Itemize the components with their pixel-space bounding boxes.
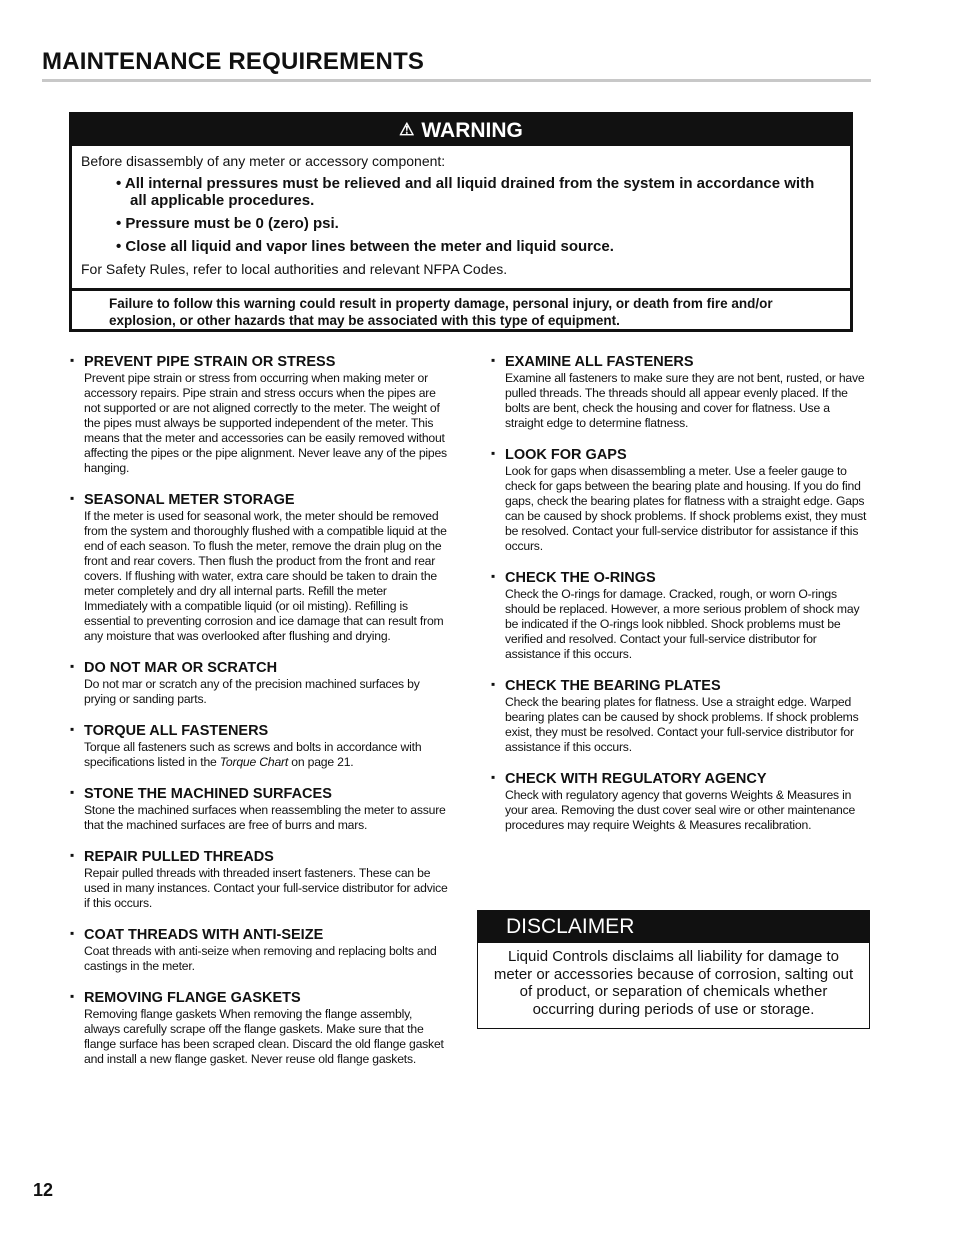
disclaimer-box — [477, 910, 870, 1029]
warning-bullet-list — [81, 175, 850, 255]
warning-header — [72, 115, 850, 146]
item-heading: SEASONAL METER STORAGE — [84, 492, 295, 508]
bullet-icon: ▪ — [491, 446, 496, 460]
maintenance-item — [70, 848, 450, 911]
warning-bullet: • All internal pressures must be relieved and all liquid drained from the system in accordance with all applicable procedures. — [116, 175, 815, 209]
item-text: If the meter is used for seasonal work, the meter should be removed from the system and thoroughly flushed with a compatible liquid at the end of each season. To flush the meter, remove the drain plug on the front and rear covers. Then flush the product from the front and rear covers. If flushing with water, extra care should be taken to drain the meter completely and dry all internal parts. Refill the meter Immediately with a compatible liquid (or oil misting). Refilling is essential to preventing corrosion and ice damage that can result from any moisture that was overlooked after flushing and drying. — [84, 509, 447, 643]
item-text: Check the bearing plates for flatness. Use a straight edge. Warped bearing plates can be caused by shock problems. If shock problems exist, they must be resolved. Contact your full-service distributor for assistance if this occurs. — [505, 695, 859, 754]
item-heading: CHECK THE O-RINGS — [505, 570, 656, 586]
left-column — [70, 353, 450, 1082]
bullet-icon: ▪ — [491, 770, 496, 784]
warning-footer: For Safety Rules, refer to local authorities and relevant NFPA Codes. — [81, 261, 508, 277]
item-text-part: Torque all fasteners such as screws and bolts in accordance with specifications listed in the — [84, 740, 422, 769]
item-text: Coat threads with anti-seize when removing and replacing bolts and castings in the meter. — [84, 944, 437, 973]
maintenance-item — [70, 989, 450, 1067]
item-text: Look for gaps when disassembling a meter. Use a feeler gauge to check for gaps between the bearing plate and housing. If you do find gaps, check the bearing plates for flatness with a straight edge. Gaps can be caused by shock problems. If shock problems exist, they must be resolved. Contact your full-service distributor for assistance if this occurs. — [505, 464, 867, 553]
warning-intro: Before disassembly of any meter or accessory component: — [81, 153, 446, 169]
item-heading: CHECK THE BEARING PLATES — [505, 678, 721, 694]
warning-title: WARNING — [421, 118, 523, 142]
bullet-icon: ▪ — [70, 785, 75, 799]
bullet-icon: ▪ — [70, 722, 75, 736]
item-heading: REPAIR PULLED THREADS — [84, 849, 274, 865]
item-heading: COAT THREADS WITH ANTI-SEIZE — [84, 927, 324, 943]
item-text-part: on page 21. — [288, 755, 354, 769]
disclaimer-text: Liquid Controls disclaims all liability for damage to meter or accessories because of corrosion, salting out of product, or separation of chemicals whether occurring during periods of use or storage. — [493, 948, 854, 1018]
item-text: Check with regulatory agency that governs Weights & Measures in your area. Removing the dust cover seal wire or other maintenance procedures may require Weights & Measures recalibration. — [505, 788, 856, 832]
maintenance-item — [491, 353, 871, 431]
bullet-icon: ▪ — [491, 353, 496, 367]
warning-box — [69, 112, 853, 332]
bullet-icon: ▪ — [70, 989, 75, 1003]
disclaimer-title: DISCLAIMER — [478, 911, 869, 943]
maintenance-item — [70, 926, 450, 974]
maintenance-item — [70, 785, 450, 833]
maintenance-item — [491, 770, 871, 833]
item-text — [84, 740, 450, 770]
item-text: Removing flange gaskets When removing the flange assembly, always carefully scrape off the flange gaskets. Make sure that the flange surface has been scraped clean. Discard the old flange gasket and install a new flange gasket. Never reuse old flange gaskets. — [84, 1007, 444, 1066]
maintenance-item — [491, 677, 871, 755]
warning-triangle-icon: ⚠ — [399, 119, 415, 139]
maintenance-item — [491, 569, 871, 662]
bullet-icon: ▪ — [491, 569, 496, 583]
item-heading: CHECK WITH REGULATORY AGENCY — [505, 771, 767, 787]
bullet-icon: ▪ — [491, 677, 496, 691]
maintenance-item — [491, 446, 871, 554]
item-text: Check the O-rings for damage. Cracked, rough, or worn O-rings should be replaced. However, a more serious problem of shock may be indicated if the O-rings look nibbled. Shock problems must be verified and resolved. Contact your full-service distributor for assistance if this occurs. — [505, 587, 860, 661]
item-text: Repair pulled threads with threaded insert fasteners. These can be used in many instances. Contact your full-service distributor for advice if this occurs. — [84, 866, 448, 910]
item-heading: LOOK FOR GAPS — [505, 447, 627, 463]
maintenance-item — [70, 722, 450, 770]
item-heading: DO NOT MAR OR SCRATCH — [84, 660, 278, 676]
torque-chart-reference: Torque Chart — [219, 755, 289, 769]
warning-bullet: • Close all liquid and vapor lines between the meter and liquid source. — [116, 238, 614, 255]
bullet-icon: ▪ — [70, 353, 75, 367]
item-heading: REMOVING FLANGE GASKETS — [84, 990, 301, 1006]
item-text: Prevent pipe strain or stress from occurring when making meter or accessory repairs. Pipe strain and stress occurs when the pipes are not supported or are not aligned correctly to the meter. The weight of the pipes must always be supported independent of the meter. This means that the meter and accessories can be easily removed without affecting the pipes or the pipe alignment. Never leave any of the pipes hanging. — [84, 371, 447, 475]
bullet-icon: ▪ — [70, 491, 75, 505]
item-text: Examine all fasteners to make sure they are not bent, rusted, or have pulled threads. The threads should all appear evenly placed. If the bolts are bent, check the housing and cover for flatness. Use a straight edge to determine flatness. — [505, 371, 865, 430]
warning-body — [72, 146, 850, 277]
item-text: Do not mar or scratch any of the precision machined surfaces by prying or sanding parts. — [84, 677, 420, 706]
page-number: 12 — [33, 1180, 54, 1200]
bullet-icon: ▪ — [70, 659, 75, 673]
right-column — [491, 353, 871, 848]
warning-note: Failure to follow this warning could result in property damage, personal injury, or death from fire and/or explosion, or other hazards that may be associated with this type of equipment. — [72, 288, 850, 329]
bullet-icon: ▪ — [70, 848, 75, 862]
title-rule — [42, 79, 871, 82]
maintenance-item — [70, 659, 450, 707]
maintenance-item — [70, 353, 450, 476]
warning-bullet: • Pressure must be 0 (zero) psi. — [116, 215, 339, 232]
bullet-icon: ▪ — [70, 926, 75, 940]
item-heading: TORQUE ALL FASTENERS — [84, 723, 269, 739]
page-title: MAINTENANCE REQUIREMENTS — [42, 48, 425, 75]
item-heading: EXAMINE ALL FASTENERS — [505, 354, 694, 370]
item-heading: PREVENT PIPE STRAIN OR STRESS — [84, 354, 336, 370]
item-heading: STONE THE MACHINED SURFACES — [84, 786, 332, 802]
maintenance-item — [70, 491, 450, 644]
item-text: Stone the machined surfaces when reassembling the meter to assure that the machined surfaces are free of burrs and mars. — [84, 803, 446, 832]
